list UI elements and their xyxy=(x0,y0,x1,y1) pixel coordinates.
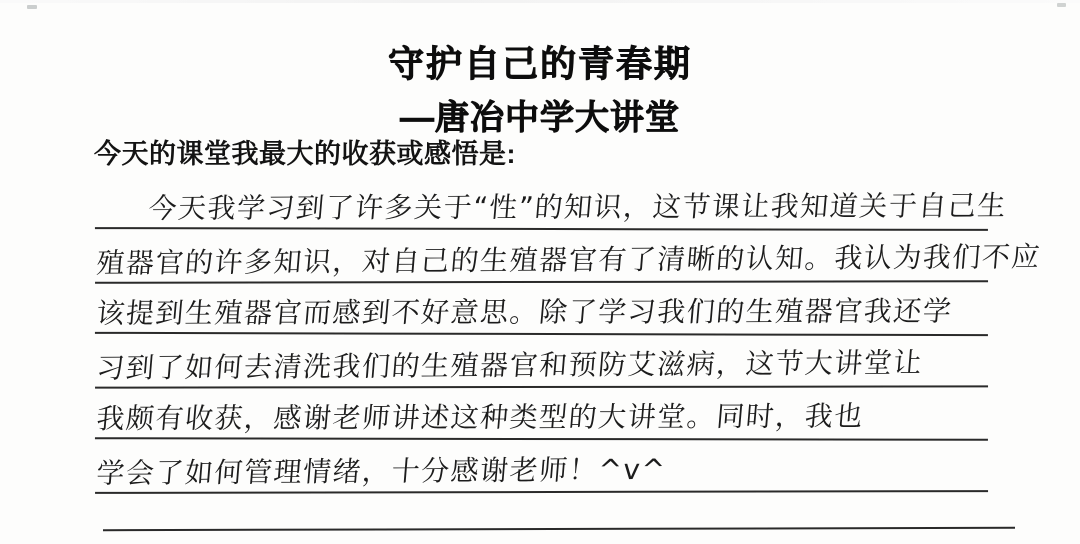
handwriting-text: 习到了如何去清洗我们的生殖器官和预防艾滋病，这节大讲堂让 xyxy=(95,345,925,384)
handwriting-line-2 xyxy=(95,229,1043,283)
handwriting-text: 我颇有收获，感谢老师讲述这种类型的大讲堂。同时，我也 xyxy=(95,399,866,435)
handwriting-text: 今天我学习到了许多关于“性”的知识，这节课让我知道关于自己生 xyxy=(147,188,1009,225)
reflection-prompt-label: 今天的课堂我最大的收获或感悟是: xyxy=(94,139,516,169)
handwriting-text: 殖器官的许多知识，对自己的生殖器官有了清晰的认知。我认为我们不应 xyxy=(95,239,1043,279)
handwritten-response xyxy=(95,177,1043,492)
scan-edge-artifact xyxy=(0,0,1080,3)
handwriting-line-1 xyxy=(95,176,1009,230)
handwriting-line-6 xyxy=(95,439,988,493)
empty-ruled-line xyxy=(103,527,1015,531)
handwriting-text: 学会了如何管理情绪，十分感谢老师！^v^ xyxy=(95,451,668,490)
worksheet-subtitle: —唐冶中学大讲堂 xyxy=(400,99,680,137)
handwriting-text: 该提到生殖器官而感到不好意思。除了学习我们的生殖器官我还学 xyxy=(95,294,954,330)
handwriting-line-4 xyxy=(95,334,988,388)
handwriting-line-5 xyxy=(95,386,988,440)
handwriting-line-3 xyxy=(95,281,988,336)
scan-speck xyxy=(27,5,37,9)
worksheet-title: 守护自己的青春期 xyxy=(387,43,692,84)
scan-speck xyxy=(1057,3,1066,7)
